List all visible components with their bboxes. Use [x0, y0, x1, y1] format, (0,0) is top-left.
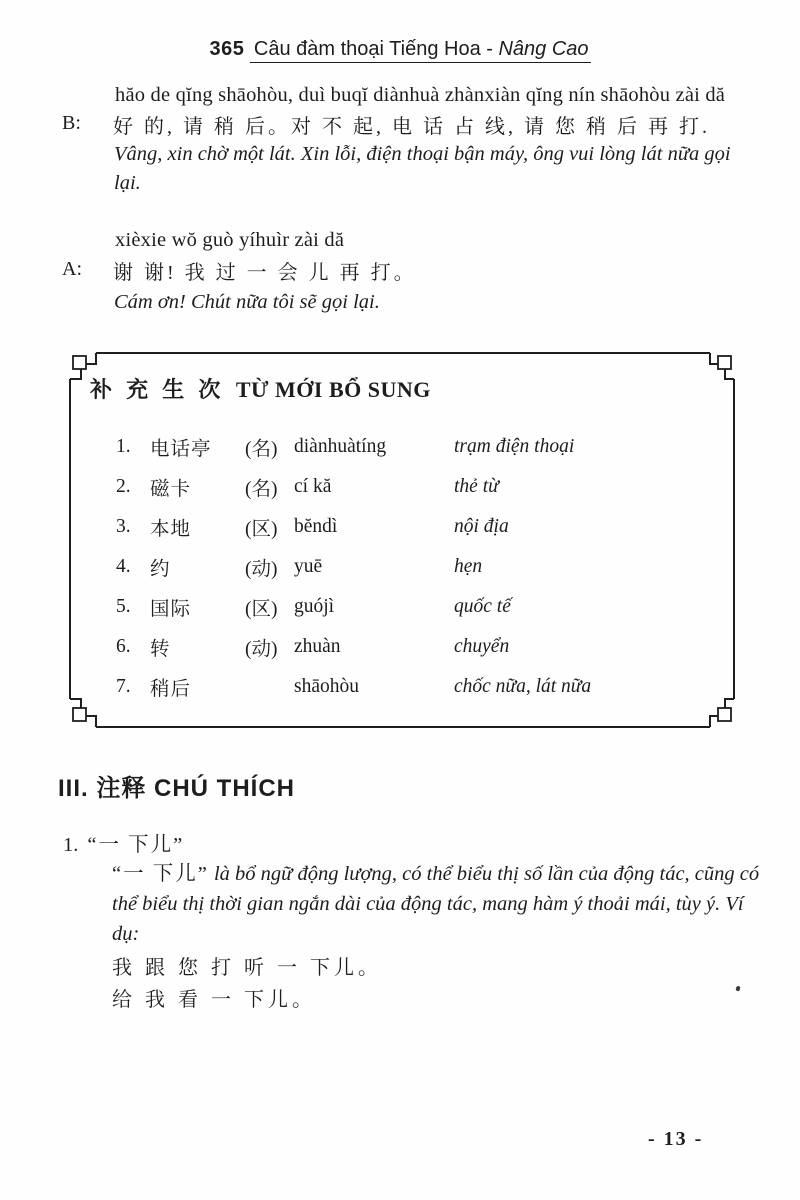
vocab-hanzi: 磁卡	[150, 479, 192, 500]
vocab-vietnamese: nội địa	[454, 516, 509, 537]
dialogue-b-vietnamese: Vâng, xin chờ một lát. Xin lỗi, điện thoại bận máy, ông vui lòng lát nữa gọi lại.	[114, 143, 731, 194]
vocab-number: 3.	[116, 516, 131, 537]
note-item-body	[112, 859, 760, 949]
note-body-term: “一 下儿”	[112, 863, 209, 885]
note-body-text: là bổ ngữ động lượng, có thể biểu thị số lần của động tác, cũng có thể biểu thị thời gian ngắn dài của động tác, mang hàm ý thoải mái, tùy ý. Ví dụ:	[112, 863, 760, 945]
vocab-pinyin: shāohòu	[294, 676, 359, 697]
book-number: 365	[209, 38, 245, 60]
notes-section-heading: III. 注释 CHÚ THÍCH	[58, 775, 295, 802]
vocab-pinyin: yuē	[294, 556, 323, 577]
vocab-list	[64, 427, 740, 707]
scan-speck	[735, 986, 740, 992]
vocab-number: 6.	[116, 636, 131, 657]
dialogue-a-pinyin: xièxie wŏ guò yíhuìr zài dă	[115, 229, 345, 251]
page-header	[0, 38, 800, 61]
vocab-pos: (区)	[245, 599, 278, 620]
vocab-vietnamese: chuyển	[454, 636, 510, 657]
vocab-pinyin: zhuàn	[294, 636, 341, 657]
page-number: - 13 -	[648, 1128, 704, 1150]
vocab-vietnamese: thẻ từ	[454, 476, 499, 497]
note-item-title	[63, 827, 184, 857]
vocab-number: 4.	[116, 556, 131, 577]
vocab-number: 2.	[116, 476, 131, 497]
vocab-row	[64, 627, 740, 667]
vocab-pos: (动)	[245, 639, 278, 660]
dialogue-a-hanzi: 谢 谢! 我 过 一 会 儿 再 打。	[113, 262, 417, 284]
book-title	[250, 38, 591, 63]
book-title-subtitle: Nâng Cao	[498, 38, 589, 60]
vocab-row	[64, 547, 740, 587]
vocab-pos: (名)	[245, 439, 278, 460]
vocab-vietnamese: trạm điện thoại	[454, 436, 575, 457]
vocab-row	[64, 467, 740, 507]
dialogue-a-label: A:	[62, 258, 82, 280]
note-example-1: 我 跟 您 打 听 一 下儿。	[112, 957, 382, 979]
dialogue-b-pinyin: hăo de qĭng shāohòu, duì buqĭ diànhuà zhànxiàn qĭng nín shāohòu zài dă	[115, 84, 726, 106]
vocab-vietnamese: hẹn	[454, 556, 483, 577]
vocab-hanzi: 转	[150, 639, 171, 660]
vocab-hanzi: 稍后	[150, 679, 192, 700]
book-title-main: Câu đàm thoại Tiếng Hoa -	[253, 38, 499, 60]
vocab-hanzi: 电话亭	[150, 439, 212, 460]
dialogue-b-hanzi: 好 的, 请 稍 后。对 不 起, 电 话 占 线, 请 您 稍 后 再 打.	[113, 116, 710, 138]
vocab-row	[64, 587, 740, 627]
vocab-row	[64, 427, 740, 467]
vocab-vietnamese: quốc tế	[454, 596, 511, 617]
vocab-row	[64, 507, 740, 547]
vocab-number: 5.	[116, 596, 131, 617]
vocab-number: 7.	[116, 676, 131, 697]
vocab-box-title	[90, 373, 431, 404]
note-item-number: 1.	[63, 834, 79, 856]
vocab-pos: (区)	[245, 519, 278, 540]
vocab-number: 1.	[116, 436, 131, 457]
vocab-hanzi: 约	[150, 559, 171, 580]
vocab-pinyin: guójì	[294, 596, 335, 617]
vocab-pinyin: diànhuàtíng	[294, 436, 387, 457]
vocab-pinyin: cí kă	[294, 476, 332, 497]
vocab-hanzi: 国际	[150, 599, 192, 620]
note-example-2: 给 我 看 一 下儿。	[112, 989, 316, 1011]
vocab-title-vietnamese: TỪ MỚI BỔ SUNG	[235, 377, 431, 402]
dialogue-a-vietnamese: Cám ơn! Chút nữa tôi sẽ gọi lại.	[114, 291, 380, 313]
dialogue-b-label: B:	[62, 112, 81, 134]
vocab-row	[64, 667, 740, 707]
vocab-pos: (名)	[245, 479, 278, 500]
vocab-box	[64, 347, 740, 735]
vocab-title-chinese: 补 充 生 次	[90, 377, 225, 402]
note-item-term: “一 下儿”	[87, 834, 185, 856]
vocab-hanzi: 本地	[150, 519, 192, 540]
vocab-pinyin: bĕndì	[294, 516, 338, 537]
vocab-vietnamese: chốc nữa, lát nữa	[454, 676, 592, 697]
vocab-pos: (动)	[245, 559, 278, 580]
